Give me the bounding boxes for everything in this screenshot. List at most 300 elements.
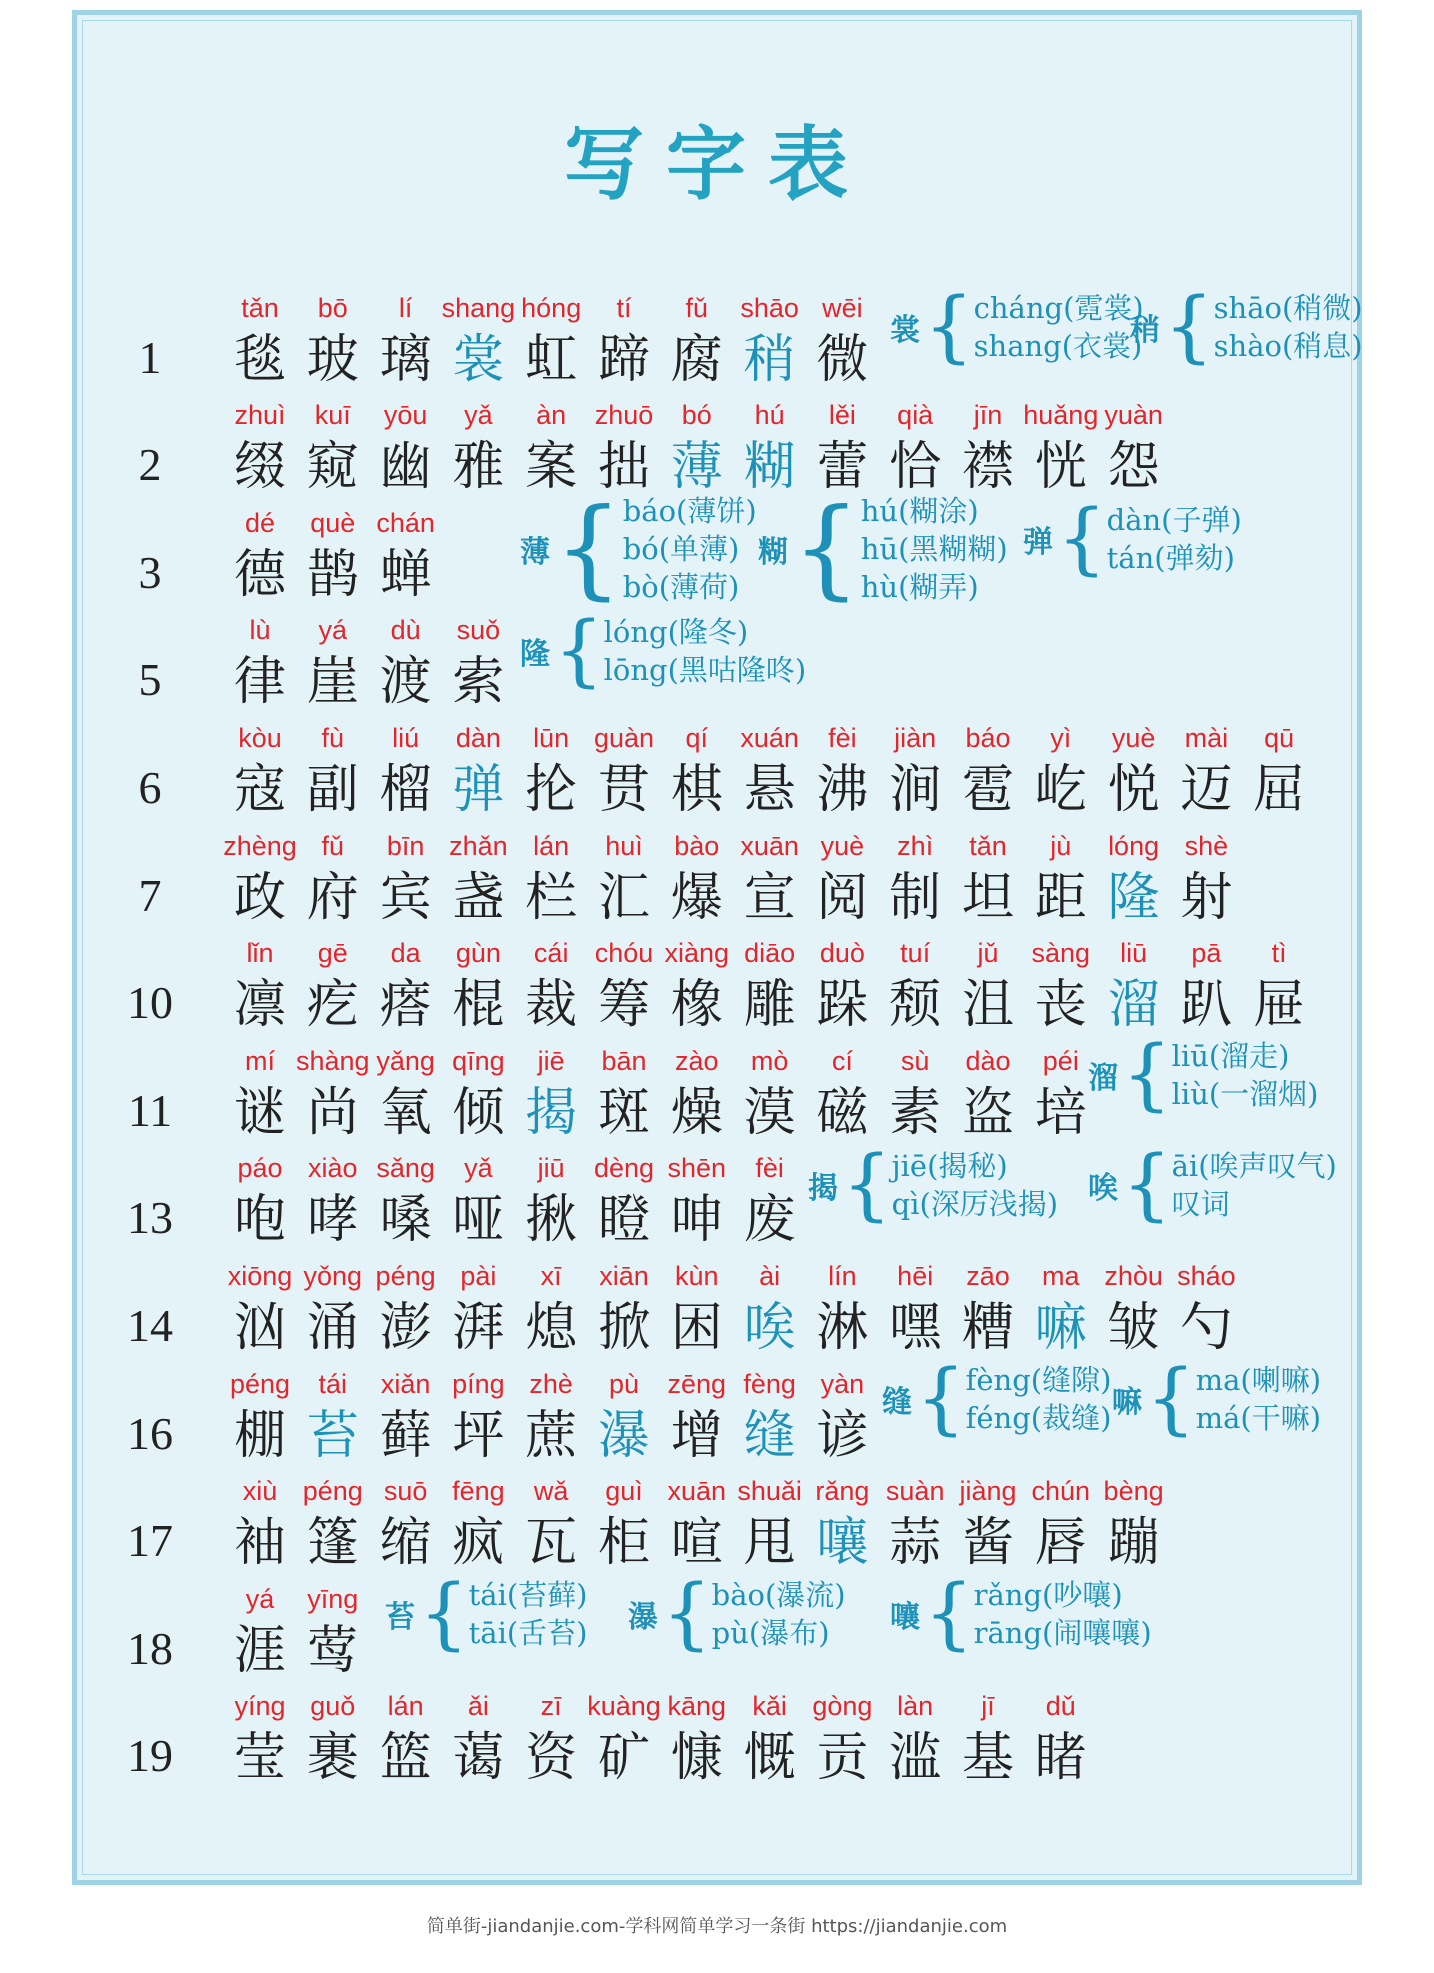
pinyin-label: chún xyxy=(1031,1476,1091,1506)
character: 熄 xyxy=(525,1298,578,1358)
brace-icon: { xyxy=(1164,282,1214,372)
pinyin-label: gùn xyxy=(455,938,501,968)
pinyin-label: lǐn xyxy=(246,938,274,968)
character: 呻 xyxy=(670,1190,723,1250)
character: 渡 xyxy=(379,652,432,712)
pinyin-label: tǎn xyxy=(969,831,1007,861)
character: 恍 xyxy=(1034,437,1087,497)
pinyin-label: ài xyxy=(759,1261,781,1291)
polyphone-note xyxy=(385,1569,588,1659)
polyphone-reading: jiē(揭秘) xyxy=(891,1149,1008,1183)
pinyin-label: shēn xyxy=(667,1153,727,1183)
page-title: 写字表 xyxy=(564,117,870,211)
pinyin-label: yǎ xyxy=(464,400,493,430)
pinyin-label: dào xyxy=(965,1046,1011,1076)
character: 爆 xyxy=(670,868,723,928)
polyphone-reading: bò(薄荷) xyxy=(622,570,740,604)
polyphone-reading: liū(溜走) xyxy=(1171,1039,1290,1073)
pinyin-label: bèng xyxy=(1103,1476,1164,1506)
character: 府 xyxy=(306,868,359,928)
character: 蕾 xyxy=(816,437,869,497)
polyphone-reading: shang(衣裳) xyxy=(973,329,1143,363)
character: 盗 xyxy=(961,1083,1014,1143)
polyphone-note xyxy=(1130,282,1363,372)
pinyin-label: guǒ xyxy=(310,1691,356,1721)
polyphone-readings xyxy=(469,1576,588,1652)
lesson-number: 7 xyxy=(138,870,162,921)
character: 贯 xyxy=(597,760,650,820)
brace-icon: { xyxy=(842,1140,892,1230)
lesson-number: 18 xyxy=(127,1623,173,1674)
pinyin-label: qīng xyxy=(452,1046,505,1076)
pinyin-label: jiàn xyxy=(894,723,937,753)
pinyin-label: gòng xyxy=(812,1691,873,1721)
polyphonic-character: 缝 xyxy=(743,1406,796,1466)
lesson-number: 14 xyxy=(127,1300,173,1351)
lesson-number: 13 xyxy=(127,1192,173,1243)
pinyin-label: fēng xyxy=(452,1476,505,1506)
lesson-number: 11 xyxy=(127,1085,173,1136)
character: 涧 xyxy=(889,760,942,820)
pinyin-label: yǎng xyxy=(376,1046,435,1076)
character: 漠 xyxy=(743,1083,796,1143)
polyphone-note xyxy=(808,1140,1059,1230)
pinyin-label: yàn xyxy=(820,1369,865,1399)
character: 慨 xyxy=(743,1728,796,1788)
pinyin-label: yuè xyxy=(820,831,865,861)
character: 屉 xyxy=(1253,975,1306,1035)
character: 篮 xyxy=(379,1728,432,1788)
character-cell xyxy=(806,291,878,395)
character: 寇 xyxy=(233,760,286,820)
pinyin-label: qià xyxy=(897,400,934,430)
character: 制 xyxy=(889,868,942,928)
polyphone-character: 嚷 xyxy=(890,1600,920,1635)
pinyin-label: jiàng xyxy=(959,1476,1017,1506)
polyphone-reading: fèng(缝隙) xyxy=(965,1363,1112,1397)
pinyin-label: qū xyxy=(1264,723,1295,753)
polyphone-readings xyxy=(892,1147,1058,1223)
pinyin-label: suàn xyxy=(885,1476,945,1506)
polyphone-reading: tán(弹劾) xyxy=(1106,541,1235,575)
character: 榴 xyxy=(379,760,432,820)
polyphone-readings xyxy=(861,492,1008,606)
pinyin-label: fèi xyxy=(755,1153,784,1183)
pinyin-label: yǎ xyxy=(464,1153,493,1183)
brace-icon: { xyxy=(662,1569,712,1659)
brace-icon: { xyxy=(1146,1354,1196,1444)
pinyin-label: fèng xyxy=(743,1369,796,1399)
pinyin-label: hú xyxy=(754,400,785,430)
character: 跺 xyxy=(816,975,869,1035)
character: 倾 xyxy=(452,1083,505,1143)
pinyin-label: sǎng xyxy=(376,1153,435,1183)
pinyin-label: yuàn xyxy=(1104,400,1163,430)
pinyin-label: wǎ xyxy=(533,1476,569,1506)
pinyin-label: lù xyxy=(249,615,271,645)
pinyin-label: yǒng xyxy=(303,1261,363,1291)
character: 射 xyxy=(1180,868,1233,928)
character: 瞪 xyxy=(597,1190,650,1250)
brace-icon: { xyxy=(916,1354,966,1444)
brace-icon: { xyxy=(1122,1030,1172,1120)
character: 睹 xyxy=(1034,1728,1087,1788)
pinyin-label: bào xyxy=(674,831,720,861)
pinyin-label: mí xyxy=(245,1046,275,1076)
character: 莹 xyxy=(233,1728,286,1788)
character: 袖 xyxy=(233,1513,286,1573)
polyphone-note xyxy=(890,1569,1152,1659)
pinyin-label: diāo xyxy=(744,938,796,968)
brace-icon: { xyxy=(1057,494,1107,584)
pinyin-label: lěi xyxy=(828,400,856,430)
character-cell xyxy=(1098,398,1170,502)
character-cell xyxy=(734,1151,806,1255)
character: 宣 xyxy=(743,868,796,928)
polyphone-reading: pù(瀑布) xyxy=(711,1616,830,1650)
character: 勺 xyxy=(1180,1298,1233,1358)
character: 沸 xyxy=(816,760,869,820)
pinyin-label: zhè xyxy=(529,1369,573,1399)
character-cell xyxy=(806,1367,878,1471)
character: 德 xyxy=(233,545,286,605)
pinyin-label: dàn xyxy=(455,723,501,753)
character-cell xyxy=(1170,829,1242,933)
polyphone-reading: bó(单薄) xyxy=(622,532,740,566)
polyphonic-character: 糊 xyxy=(743,437,796,497)
character: 栏 xyxy=(525,868,578,928)
pinyin-label: zī xyxy=(540,1691,562,1721)
character: 玻 xyxy=(306,330,359,390)
polyphone-character: 薄 xyxy=(520,535,550,570)
pinyin-label: lín xyxy=(828,1261,857,1291)
character: 盏 xyxy=(452,868,505,928)
character: 增 xyxy=(670,1406,723,1466)
character-cell xyxy=(1243,721,1315,825)
character: 屹 xyxy=(1034,760,1087,820)
polyphone-note xyxy=(1088,1140,1337,1230)
pinyin-label: sù xyxy=(900,1046,930,1076)
pinyin-label: xiào xyxy=(308,1153,358,1183)
character: 疙 xyxy=(306,975,359,1035)
polyphone-character: 隆 xyxy=(520,637,550,672)
pinyin-label: jǔ xyxy=(977,938,999,968)
pinyin-label: shàng xyxy=(296,1046,370,1076)
character: 凛 xyxy=(233,975,286,1035)
pinyin-label: kùn xyxy=(675,1261,719,1291)
pinyin-label: làn xyxy=(897,1691,934,1721)
pinyin-label: zhì xyxy=(897,831,934,861)
pinyin-label: píng xyxy=(452,1369,505,1399)
character: 雹 xyxy=(961,760,1014,820)
polyphone-readings xyxy=(1172,1037,1319,1113)
pinyin-label: fǔ xyxy=(321,831,345,861)
pinyin-label: bō xyxy=(317,293,348,323)
pinyin-label: kuàng xyxy=(587,1691,661,1721)
character: 裁 xyxy=(525,975,578,1035)
pinyin-label: shè xyxy=(1184,831,1229,861)
pinyin-label: páo xyxy=(237,1153,283,1183)
pinyin-label: xiù xyxy=(242,1476,278,1506)
character: 燥 xyxy=(670,1083,723,1143)
polyphone-reading: lóng(隆冬) xyxy=(603,615,749,649)
pinyin-label: bīn xyxy=(386,831,425,861)
brace-icon: { xyxy=(924,1569,974,1659)
polyphone-character: 苔 xyxy=(385,1600,415,1635)
lesson-number: 10 xyxy=(127,977,173,1028)
character: 磁 xyxy=(816,1083,869,1143)
character: 谜 xyxy=(233,1083,286,1143)
pinyin-label: jī xyxy=(981,1691,995,1721)
pinyin-label: lí xyxy=(398,293,413,323)
polyphone-note xyxy=(520,606,807,696)
character: 毯 xyxy=(233,330,286,390)
character: 襟 xyxy=(961,437,1014,497)
brace-icon: { xyxy=(554,606,604,696)
polyphone-reading: dàn(子弹) xyxy=(1106,503,1242,537)
character: 汇 xyxy=(597,868,650,928)
polyphonic-character: 溜 xyxy=(1107,975,1160,1035)
character: 尚 xyxy=(306,1083,359,1143)
pinyin-label: guì xyxy=(605,1476,643,1506)
character: 酱 xyxy=(961,1513,1014,1573)
pinyin-label: péi xyxy=(1042,1046,1079,1076)
character: 趴 xyxy=(1180,975,1233,1035)
character: 喧 xyxy=(670,1513,723,1573)
lesson-number: 19 xyxy=(127,1730,173,1781)
character: 揪 xyxy=(525,1190,578,1250)
character: 慷 xyxy=(670,1728,723,1788)
pinyin-label: dèng xyxy=(593,1153,655,1183)
pinyin-label: shāo xyxy=(740,293,799,323)
character: 恰 xyxy=(889,437,942,497)
character: 迈 xyxy=(1180,760,1233,820)
pinyin-label: suǒ xyxy=(456,615,501,645)
pinyin-label: lán xyxy=(533,831,570,861)
polyphone-note xyxy=(890,282,1144,372)
pinyin-label: duò xyxy=(819,938,865,968)
character: 涌 xyxy=(306,1298,359,1358)
pinyin-label: dù xyxy=(390,615,421,645)
pinyin-label: xiōng xyxy=(227,1261,293,1291)
pinyin-label: bān xyxy=(601,1046,647,1076)
polyphone-reading: hú(糊涂) xyxy=(860,494,979,528)
pinyin-label: gē xyxy=(317,938,348,968)
pinyin-label: fèi xyxy=(828,723,857,753)
pinyin-label: tuí xyxy=(900,938,931,968)
polyphone-reading: féng(裁缝) xyxy=(965,1401,1112,1435)
pinyin-label: què xyxy=(310,508,356,538)
character: 嗓 xyxy=(379,1190,432,1250)
pinyin-label: sháo xyxy=(1177,1261,1236,1291)
polyphone-reading: shāo(稍微) xyxy=(1213,291,1363,325)
lesson-number: 17 xyxy=(127,1515,173,1566)
brace-icon: { xyxy=(419,1569,469,1659)
character: 蹦 xyxy=(1107,1513,1160,1573)
pinyin-label: jīn xyxy=(973,400,1003,430)
polyphone-character: 溜 xyxy=(1088,1061,1118,1096)
character: 蝉 xyxy=(379,545,432,605)
polyphone-readings xyxy=(1107,501,1242,577)
pinyin-label: pù xyxy=(608,1369,640,1399)
pinyin-label: jiū xyxy=(537,1153,565,1183)
character: 甩 xyxy=(743,1513,796,1573)
pinyin-label: yá xyxy=(245,1584,275,1614)
polyphonic-character: 裳 xyxy=(452,330,505,390)
pinyin-label: xuān xyxy=(667,1476,727,1506)
character: 淋 xyxy=(816,1298,869,1358)
character: 湃 xyxy=(452,1298,505,1358)
character: 腐 xyxy=(670,330,723,390)
pinyin-label: tí xyxy=(616,293,632,323)
character: 虹 xyxy=(525,330,578,390)
polyphone-character: 缝 xyxy=(882,1385,912,1420)
pinyin-label: lūn xyxy=(533,723,570,753)
lesson-number: 2 xyxy=(138,439,162,490)
character: 嘿 xyxy=(889,1298,942,1358)
character: 裹 xyxy=(306,1728,359,1788)
polyphone-readings xyxy=(712,1576,846,1652)
character: 索 xyxy=(452,652,505,712)
pinyin-label: xiǎn xyxy=(380,1369,431,1399)
character: 抡 xyxy=(525,760,578,820)
character: 橡 xyxy=(670,975,723,1035)
pinyin-label: jiē xyxy=(537,1046,565,1076)
pinyin-label: tì xyxy=(1271,938,1287,968)
pinyin-label: rǎng xyxy=(815,1476,870,1506)
pinyin-label: tái xyxy=(318,1369,348,1399)
polyphone-note xyxy=(1023,494,1242,584)
character: 屈 xyxy=(1253,760,1306,820)
character: 贡 xyxy=(816,1728,869,1788)
brace-icon: { xyxy=(554,486,623,611)
character-cell xyxy=(442,613,514,717)
character: 拙 xyxy=(597,437,650,497)
character-cell xyxy=(1025,1044,1097,1148)
pinyin-label: kǎi xyxy=(752,1691,787,1721)
pinyin-label: bó xyxy=(681,400,712,430)
character-cell xyxy=(370,506,442,610)
polyphone-reading: shào(稍息) xyxy=(1213,329,1363,363)
lesson-number: 1 xyxy=(138,332,162,383)
character: 雕 xyxy=(743,975,796,1035)
polyphone-note xyxy=(520,486,757,611)
character: 崖 xyxy=(306,652,359,712)
character: 坪 xyxy=(452,1406,505,1466)
pinyin-label: péng xyxy=(375,1261,436,1291)
polyphone-character: 瀑 xyxy=(628,1600,658,1635)
polyphonic-character: 揭 xyxy=(525,1083,578,1143)
pinyin-label: zāo xyxy=(966,1261,1010,1291)
character: 疯 xyxy=(452,1513,505,1573)
character: 涯 xyxy=(233,1621,286,1681)
pinyin-label: qí xyxy=(685,723,709,753)
pinyin-label: xiàng xyxy=(664,938,730,968)
pinyin-label: huì xyxy=(605,831,643,861)
pinyin-label: shang xyxy=(441,293,516,323)
pinyin-label: kuī xyxy=(314,400,351,430)
character: 澎 xyxy=(379,1298,432,1358)
polyphone-character: 嘛 xyxy=(1112,1385,1142,1420)
character: 废 xyxy=(743,1190,796,1250)
pinyin-label: fǔ xyxy=(685,293,709,323)
character: 丧 xyxy=(1034,975,1087,1035)
polyphone-readings xyxy=(974,289,1144,365)
character: 缀 xyxy=(233,437,286,497)
character-cell xyxy=(1170,1259,1242,1363)
character: 藓 xyxy=(379,1406,432,1466)
character: 蔗 xyxy=(525,1406,578,1466)
character: 滥 xyxy=(889,1728,942,1788)
character: 咆 xyxy=(233,1190,286,1250)
character: 困 xyxy=(670,1298,723,1358)
polyphone-character: 弹 xyxy=(1023,525,1053,560)
pinyin-label: guàn xyxy=(593,723,655,753)
lesson-number: 3 xyxy=(138,547,162,598)
polyphonic-character: 瀑 xyxy=(597,1406,650,1466)
pinyin-label: dé xyxy=(244,508,276,538)
polyphonic-character: 弹 xyxy=(452,760,505,820)
pinyin-label: hēi xyxy=(897,1261,934,1291)
character: 怨 xyxy=(1107,437,1160,497)
polyphone-reading: āi(唉声叹气) xyxy=(1171,1149,1337,1183)
character: 哮 xyxy=(306,1190,359,1250)
polyphone-reading: 叹词 xyxy=(1171,1187,1230,1221)
character: 璃 xyxy=(379,330,432,390)
polyphonic-character: 嘛 xyxy=(1034,1298,1087,1358)
brace-icon: { xyxy=(792,486,861,611)
character: 瘩 xyxy=(379,975,432,1035)
character: 沮 xyxy=(961,975,1014,1035)
pinyin-label: pā xyxy=(1191,938,1222,968)
pinyin-label: péng xyxy=(229,1369,291,1399)
pinyin-label: liū xyxy=(1120,938,1148,968)
character: 培 xyxy=(1034,1083,1087,1143)
character: 副 xyxy=(306,760,359,820)
polyphone-character: 唉 xyxy=(1088,1171,1118,1206)
polyphone-readings xyxy=(1214,289,1363,365)
pinyin-label: péng xyxy=(302,1476,363,1506)
polyphone-reading: tāi(舌苔) xyxy=(468,1616,588,1650)
polyphone-reading: rāng(闹嚷嚷) xyxy=(973,1616,1152,1650)
character: 蹄 xyxy=(597,330,650,390)
pinyin-label: yíng xyxy=(234,1691,286,1721)
pinyin-label: zhèng xyxy=(223,831,297,861)
pinyin-label: yì xyxy=(1050,723,1072,753)
polyphonic-character: 嚷 xyxy=(816,1513,869,1573)
character: 糟 xyxy=(961,1298,1014,1358)
polyphone-reading: báo(薄饼) xyxy=(622,494,757,528)
pinyin-label: suō xyxy=(383,1476,428,1506)
pinyin-label: xuān xyxy=(740,831,799,861)
pinyin-label: wēi xyxy=(822,293,863,323)
pinyin-label: jù xyxy=(1050,831,1072,861)
pinyin-label: dǔ xyxy=(1045,1691,1076,1721)
brace-icon: { xyxy=(1122,1140,1172,1230)
character: 皱 xyxy=(1107,1298,1160,1358)
pinyin-label: mò xyxy=(750,1046,789,1076)
character: 素 xyxy=(889,1083,942,1143)
pinyin-label: da xyxy=(390,938,421,968)
polyphone-note xyxy=(1088,1030,1319,1120)
polyphone-reading: cháng(霓裳) xyxy=(973,291,1144,325)
character: 棚 xyxy=(233,1406,286,1466)
character: 棋 xyxy=(670,760,723,820)
pinyin-label: liú xyxy=(392,723,420,753)
pinyin-label: xī xyxy=(540,1261,562,1291)
pinyin-label: mài xyxy=(1184,723,1229,753)
character: 微 xyxy=(816,330,869,390)
